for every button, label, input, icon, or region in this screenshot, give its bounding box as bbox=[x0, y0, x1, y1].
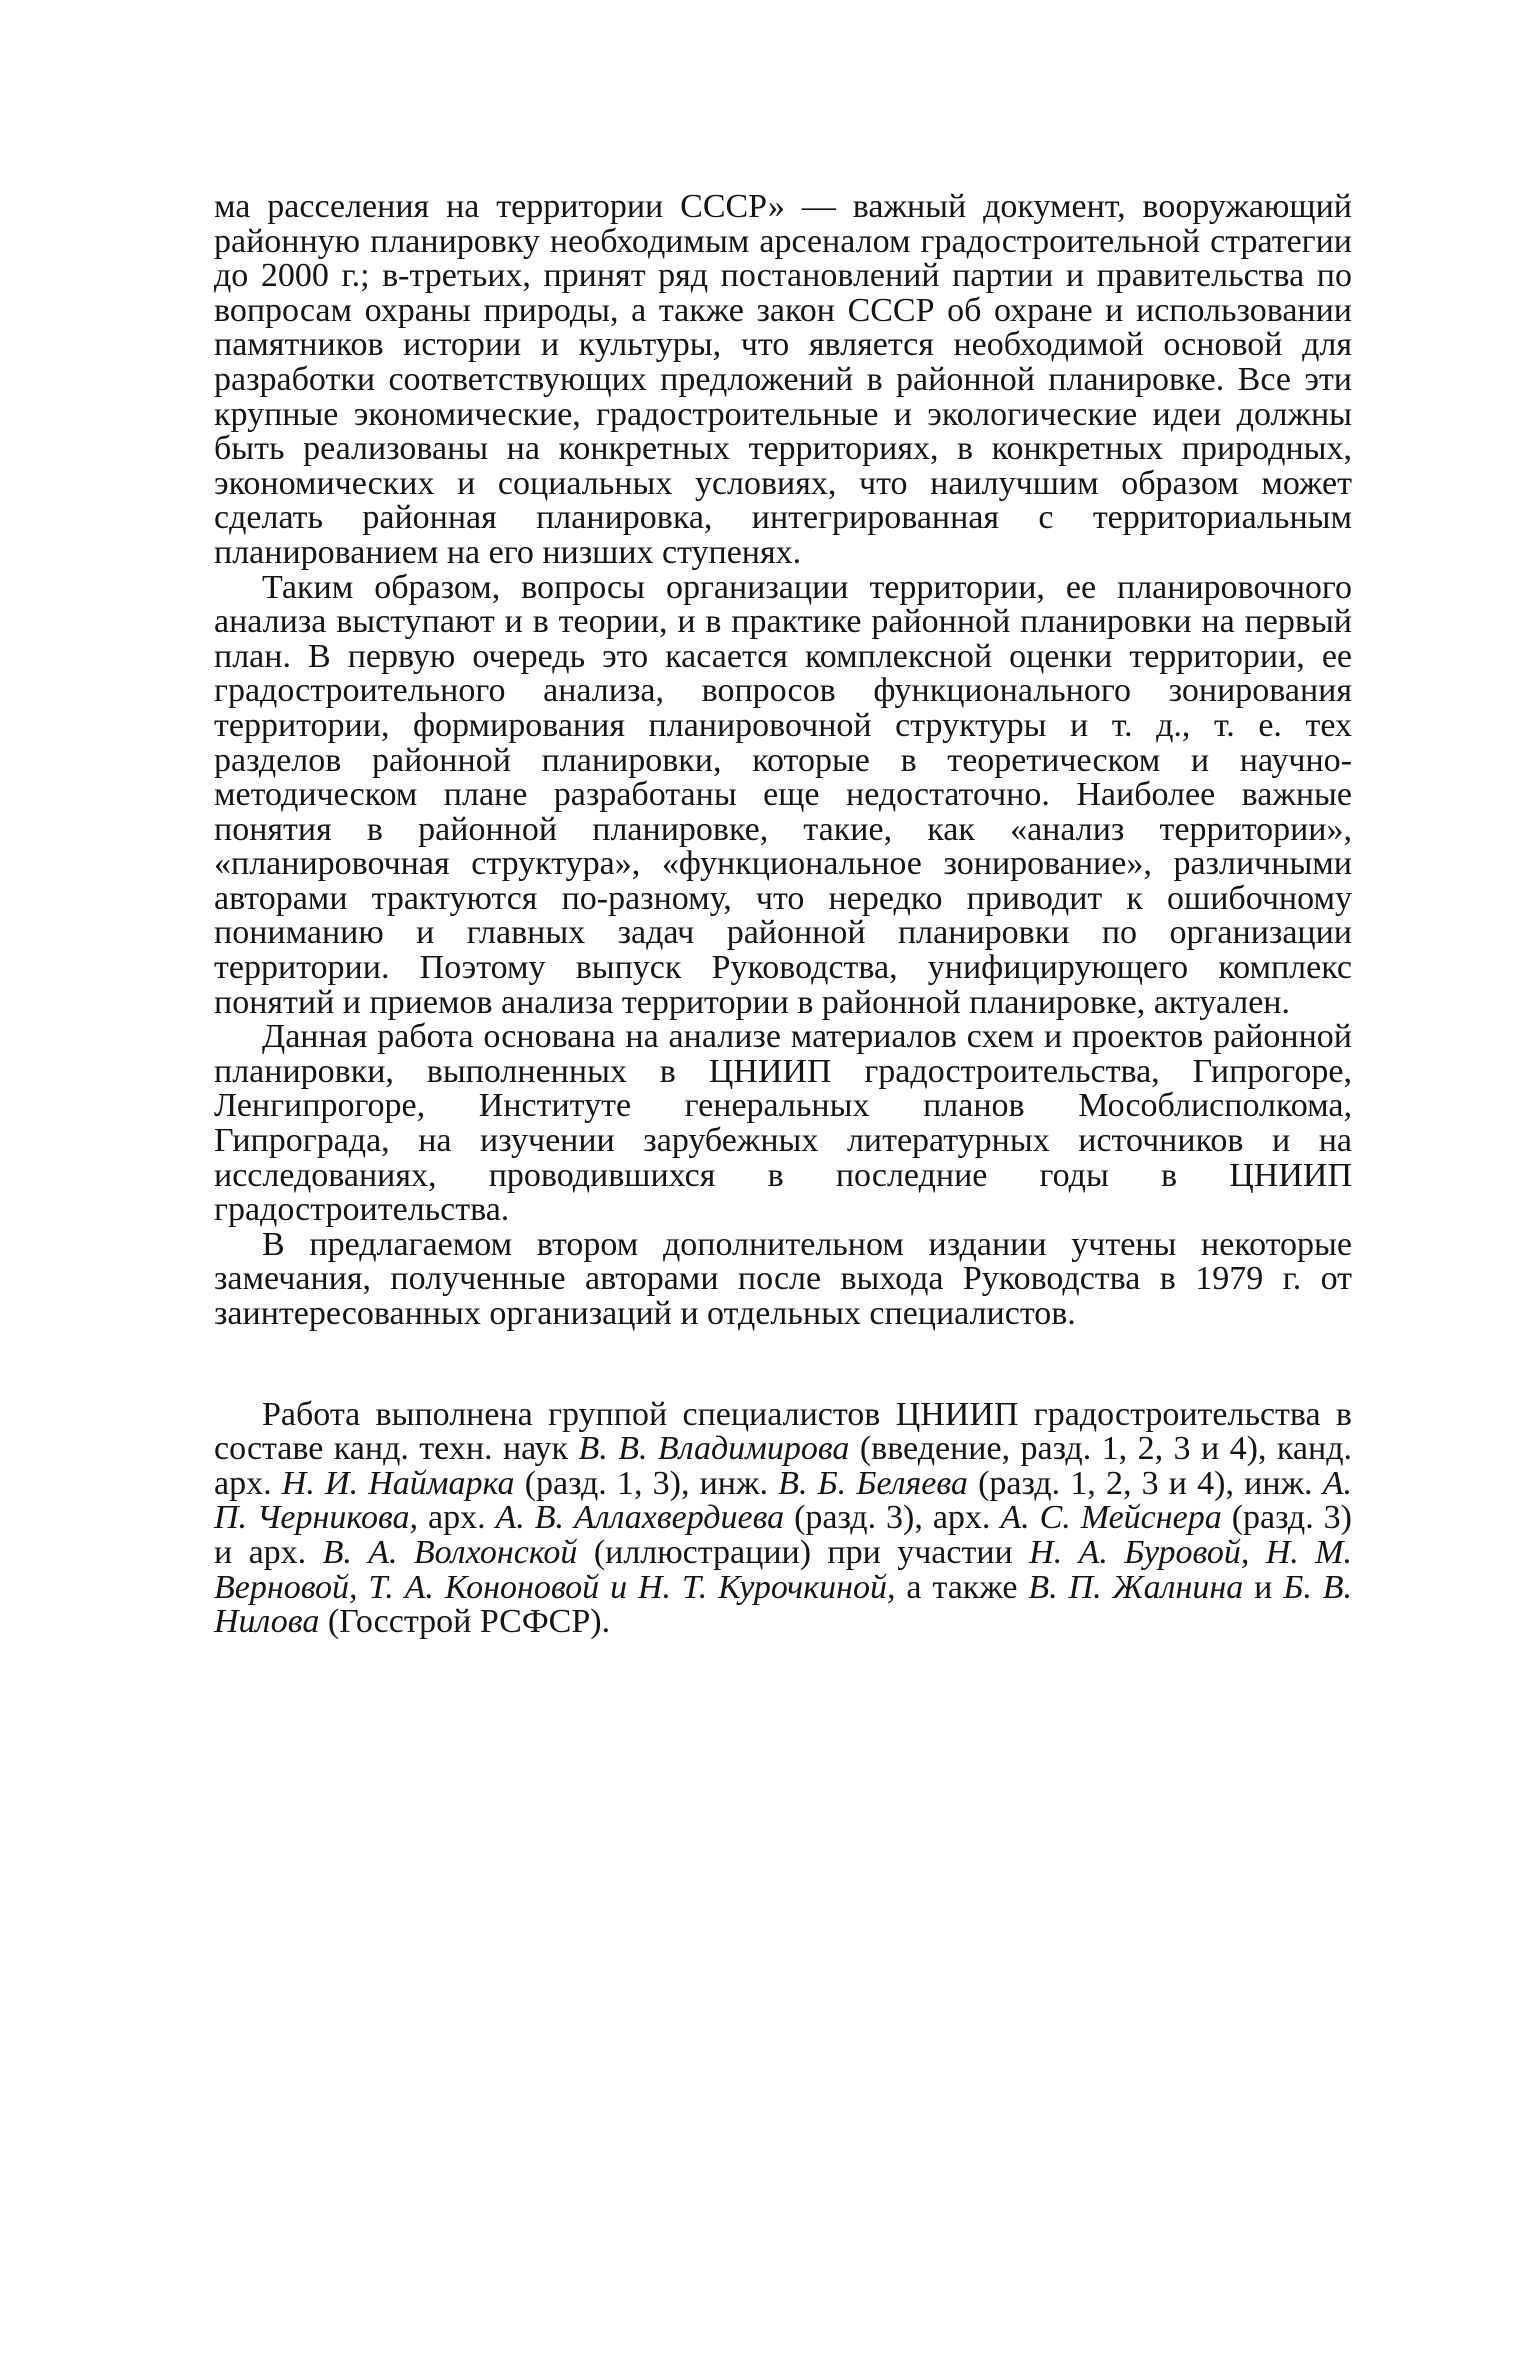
author-name: А. В. Аллахвердиева bbox=[495, 1499, 785, 1537]
credits-text: (разд. 1, 2, 3 и 4), инж. bbox=[967, 1464, 1323, 1502]
author-name: А. П. Черникова, bbox=[214, 1464, 1353, 1537]
credits-text: (Госстрой РСФСР). bbox=[319, 1603, 611, 1641]
credits-text: (иллюстрации) при участии bbox=[577, 1533, 1030, 1571]
credits-text: (введение, разд. 1, 2, 3 и 4), канд. арх. bbox=[214, 1430, 1353, 1502]
credits-paragraph bbox=[214, 1395, 1353, 1641]
author-name: Н. А. Буровой, Н. М. Верновой, Т. А. Кононовой и Н. Т. Курочкиной, bbox=[214, 1533, 1352, 1606]
author-name: А. С. Мейснера bbox=[1000, 1499, 1222, 1537]
document-page bbox=[214, 190, 1352, 1640]
paragraph-planning-analysis: Таким образом, вопросы организации территории, ее планировочного анализа выступают и в теории, и в практике районной планировки на первый план. В первую очередь это касается комплексной оценки территории, ее градостроительного анализа, вопросов функционального зонирования территории, формирования планировочной структуры и т. д., т. е. тех разделов районной планировки, которые в теоретическом и научно-методическом плане разработаны еще недостаточно. Наиболее важные понятия в районной планировке, такие, как «анализ территории», «планировочная структура», «функциональное зонирование», различными авторами трактуются по-разному, что нередко приводит к ошибочному пониманию и главных задач районной планировки по организации территории. Поэтому выпуск Руководства, унифицирующего комплекс понятий и приемов анализа территории в районной планировке, актуален. bbox=[214, 568, 1352, 1021]
credits-text: (разд. 1, 3), инж. bbox=[514, 1464, 779, 1502]
credits-text: а также bbox=[895, 1568, 1029, 1606]
author-name: Б. В. Нилова bbox=[214, 1568, 1353, 1641]
credits-text: (разд. 3) и арх. bbox=[214, 1499, 1352, 1571]
paragraph-continuation: ма расселения на территории СССР» — важный документ, вооружающий районную планировку необходимым арсеналом градостроительной стратегии до 2000 г.; в-третьих, принят ряд постановлений партии и правительства по вопросам охраны природы, а также закон СССР об охране и использовании памятников истории и культуры, что является необходимой основой для разработки соответствующих предложений в районной планировке. Все эти крупные экономические, градостроительные и экологические идеи должны быть реализованы на конкретных территориях, в конкретных природных, экономических и социальных условиях, что наилучшим образом может сделать районная планировка, интегрированная с территориальным планированием на его низших ступенях. bbox=[214, 188, 1352, 571]
paragraph-second-edition: В предлагаемом втором дополнительном издании учтены некоторые замечания, полученные авторами после выхода Руководства в 1979 г. от заинтересованных организаций и отдельных специалистов. bbox=[214, 1225, 1352, 1332]
author-name: В. Б. Беляева bbox=[778, 1464, 968, 1502]
author-name: В. П. Жалнина bbox=[1028, 1568, 1244, 1606]
credits-text: (разд. 3), арх. bbox=[784, 1499, 1001, 1537]
credits-text: и bbox=[1243, 1568, 1284, 1606]
author-name: В. А. Волхонской bbox=[322, 1533, 578, 1571]
credits-text: Работа выполнена группой специалистов ЦНИИП градостроительства в составе канд. техн. наук bbox=[214, 1395, 1352, 1468]
credits-text: арх. bbox=[418, 1499, 496, 1537]
paragraph-sources: Данная работа основана на анализе материалов схем и проектов районной планировки, выполненных в ЦНИИП градостроительства, Гипрогоре, Ленгипрогоре, Институте генеральных планов Мособлисполкома, Гипрограда, на изучении зарубежных литературных источников и на исследованиях, проводившихся в последние годы в ЦНИИП градостроительства. bbox=[214, 1018, 1352, 1229]
author-name: Н. И. Наймарка bbox=[281, 1464, 515, 1502]
author-name: В. В. Владимирова bbox=[578, 1430, 850, 1468]
